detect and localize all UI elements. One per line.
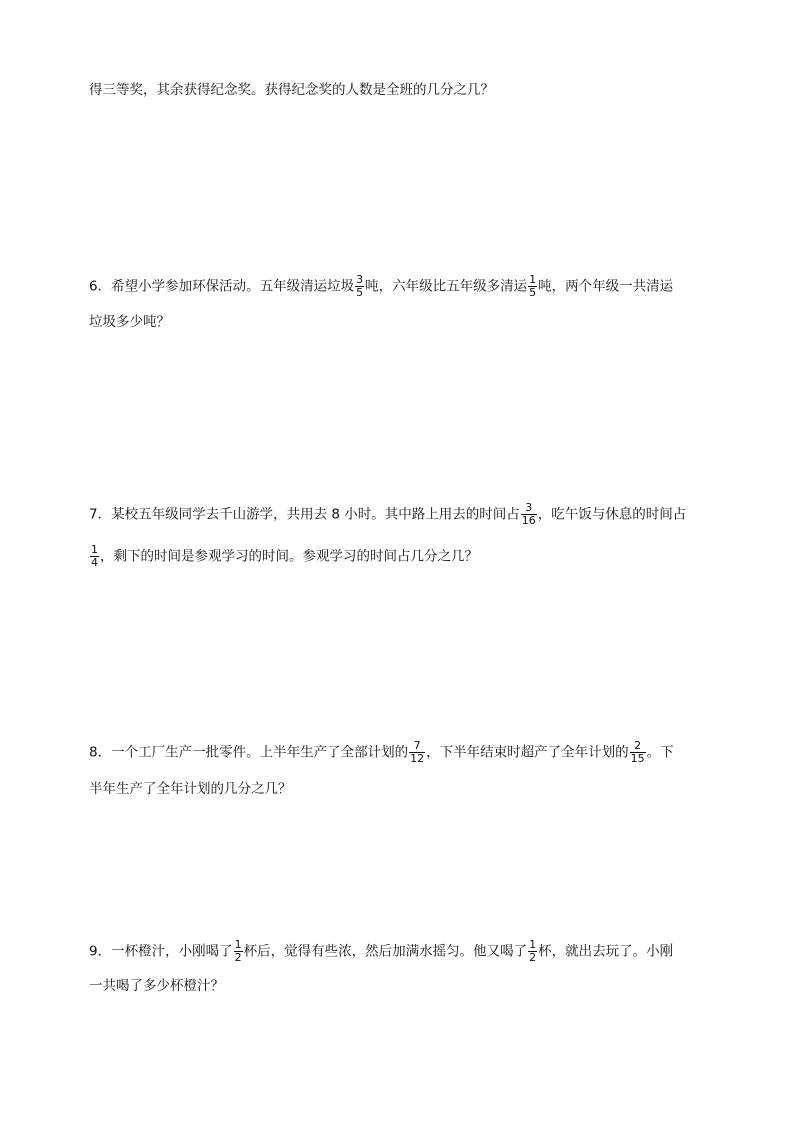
question-8-line-1 <box>89 740 674 765</box>
question-7-text-line2: ，剩下的时间是参观学习的时间。参观学习的时间占几分之几？ <box>100 548 478 565</box>
question-6-line-1 <box>89 274 673 299</box>
fraction-numerator: 1 <box>529 273 537 286</box>
question-8-text-line2: 半年生产了全年计划的几分之几？ <box>89 781 292 797</box>
question-9-text-line2: 一共喝了多少杯橙汁？ <box>89 978 224 994</box>
fraction-numerator: 1 <box>91 543 98 556</box>
fraction-denominator: 15 <box>630 752 645 765</box>
question-5-text: 得三等奖，其余获得纪念奖。获得纪念奖的人数是全班的几分之几？ <box>89 82 494 98</box>
fraction-1-5 <box>528 274 537 299</box>
question-6-number: 6． <box>89 278 112 295</box>
fraction-denominator: 5 <box>529 286 537 299</box>
fraction-numerator: 3 <box>525 501 533 514</box>
question-8-number: 8． <box>89 744 112 761</box>
fraction-denominator: 4 <box>91 556 98 569</box>
question-9-line-1 <box>89 939 673 964</box>
fraction-denominator: 16 <box>521 514 536 527</box>
question-8-text-b: ，下半年结束时超产了全年计划的 <box>426 744 629 761</box>
question-6-text-a: 希望小学参加环保活动。五年级清运垃圾 <box>111 278 355 295</box>
question-9-number: 9． <box>89 943 112 960</box>
fraction-numerator: 2 <box>634 739 642 752</box>
question-9-text-a: 一杯橙汁，小刚喝了 <box>111 943 233 960</box>
question-5-line-1 <box>89 80 494 100</box>
question-6-text-c: 吨，两个年级一共清运 <box>538 278 674 295</box>
fraction-3-5 <box>355 274 364 299</box>
question-8-text-a: 一个工厂生产一批零件。上半年生产了全部计划的 <box>111 744 409 761</box>
question-8-text-c: 。下 <box>646 744 674 761</box>
fraction-numerator: 1 <box>234 938 242 951</box>
question-7-line-1 <box>89 502 686 527</box>
question-7-line-2 <box>89 544 478 569</box>
fraction-1-2 <box>528 939 537 964</box>
question-6-line-2 <box>89 312 170 332</box>
question-6-text-b: 吨，六年级比五年级多清运 <box>365 278 528 295</box>
fraction-denominator: 2 <box>234 951 242 964</box>
fraction-1-4 <box>90 544 99 569</box>
question-8-line-2 <box>89 779 292 799</box>
question-7-text-a: 某校五年级同学去千山游学，共用去 8 小时。其中路上用去的时间占 <box>111 506 520 523</box>
question-7-number: 7． <box>89 506 112 523</box>
fraction-numerator: 7 <box>413 739 421 752</box>
fraction-1-2 <box>234 939 243 964</box>
fraction-7-12 <box>409 740 425 765</box>
fraction-denominator: 5 <box>356 286 364 299</box>
fraction-numerator: 3 <box>356 273 364 286</box>
fraction-denominator: 2 <box>529 951 537 964</box>
question-9-text-b: 杯后，觉得有些浓，然后加满水摇匀。他又喝了 <box>243 943 528 960</box>
question-9-line-2 <box>89 976 224 996</box>
fraction-3-16 <box>521 502 537 527</box>
question-7-text-b: ，吃午饭与休息的时间占 <box>537 506 687 523</box>
question-6-text-line2: 垃圾多少吨？ <box>89 314 170 330</box>
fraction-2-15 <box>630 740 646 765</box>
fraction-denominator: 12 <box>410 752 425 765</box>
fraction-numerator: 1 <box>529 938 537 951</box>
question-9-text-c: 杯，就出去玩了。小刚 <box>538 943 674 960</box>
